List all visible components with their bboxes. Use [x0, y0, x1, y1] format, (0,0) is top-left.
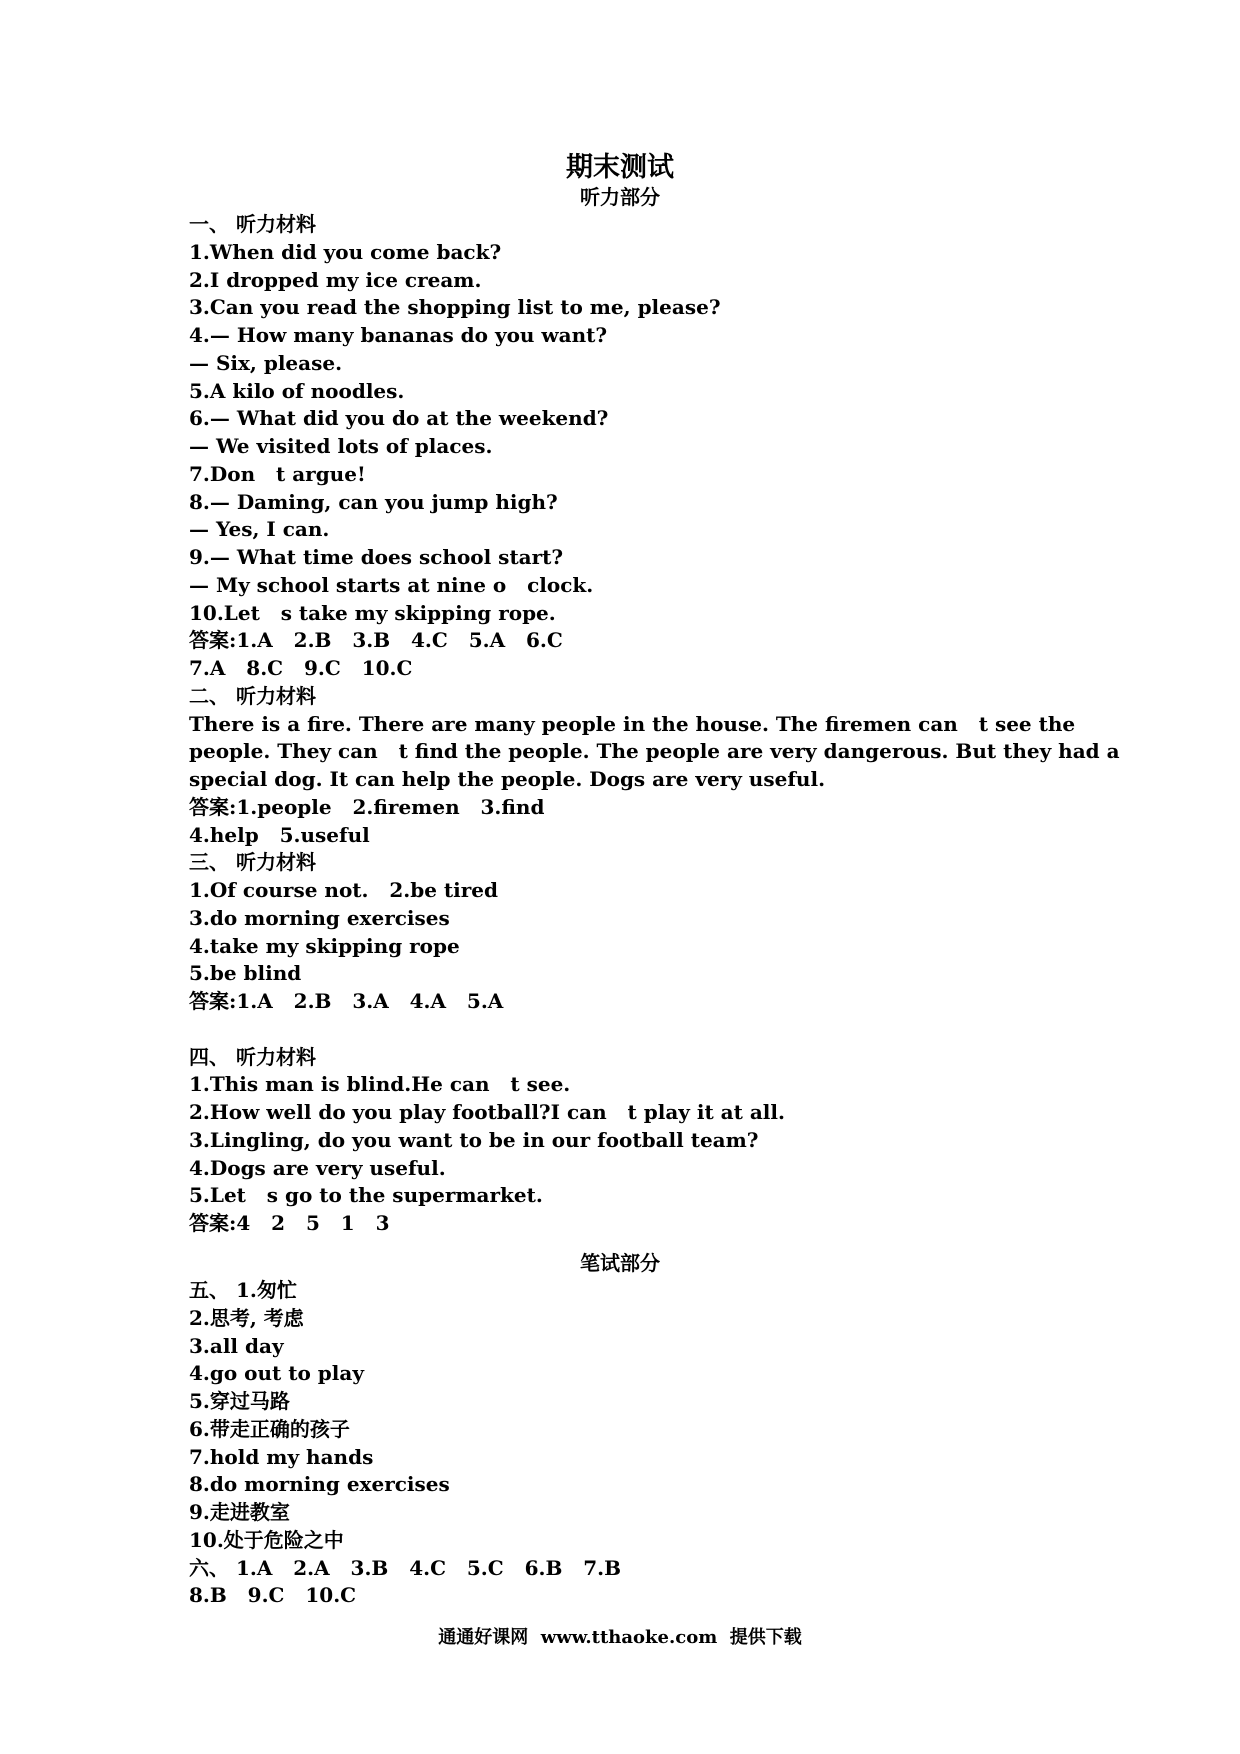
answer-line: 8.B 9.C 10.C [189, 1583, 357, 1608]
answer-line: 答案:1.people 2.firemen 3.find [189, 794, 545, 819]
answer-line: 7.hold my hands [189, 1444, 374, 1469]
answer-line: 7.A 8.C 9.C 10.C [189, 656, 413, 680]
text-line: 10.Let s take my skipping rope. [189, 600, 556, 625]
answer-line: 10.处于危险之中 [189, 1527, 344, 1552]
answer-content [189, 211, 1120, 1238]
writing-content [189, 1277, 1089, 1610]
text-line: 3.Can you read the shopping list to me, please? [189, 295, 721, 320]
section-1 [189, 211, 1089, 683]
answer-line: 4.go out to play [189, 1361, 364, 1386]
section-4 [189, 1044, 1089, 1238]
text-line: people. They can t find the people. The people are very dangerous. But they had a [189, 739, 1120, 764]
text-line: 3.do morning exercises [189, 905, 450, 930]
answer-line: 6.带走正确的孩子 [189, 1416, 350, 1441]
section-heading: 三、 听力材料 [189, 850, 316, 875]
text-line: — Yes, I can. [189, 517, 330, 542]
section-2 [189, 683, 1120, 850]
section-heading: 一、 听力材料 [189, 212, 316, 236]
answer-line: 9.走进教室 [189, 1500, 290, 1524]
answer-line: 六、 1.A 2.A 3.B 4.C 5.C 6.B 7.B [189, 1555, 622, 1580]
blank-line [189, 1016, 1089, 1044]
answer-line: 答案:1.A 2.B 3.A 4.A 5.A [189, 989, 504, 1013]
answer-line: 2.思考, 考虑 [189, 1305, 304, 1330]
listening-heading: 听力部分 [580, 185, 660, 209]
text-line: 4.Dogs are very useful. [189, 1155, 446, 1180]
section-3 [189, 849, 1089, 1016]
answer-line: 5.穿过马路 [189, 1389, 290, 1413]
answer-line: 3.all day [189, 1333, 284, 1358]
writing-heading: 笔试部分 [580, 1251, 660, 1275]
text-line: — Six, please. [189, 350, 343, 375]
text-line: 3.Lingling, do you want to be in our football team? [189, 1127, 759, 1152]
text-line: 1.Of course not. 2.be tired [189, 878, 499, 902]
text-line: — We visited lots of places. [189, 434, 493, 458]
answer-line: 五、 1.匆忙 [189, 1278, 297, 1302]
text-line: special dog. It can help the people. Dogs are very useful. [189, 767, 826, 791]
page-title: 期末测试 [566, 152, 674, 183]
text-line: There is a fire. There are many people in the house. The firemen can t see the [189, 711, 1076, 736]
section-6 [189, 1555, 1089, 1611]
text-line: 5.A kilo of noodles. [189, 378, 405, 403]
text-line: 2.How well do you play football?I can t play it at all. [189, 1100, 785, 1124]
answer-line: 答案:4 2 5 1 3 [189, 1211, 390, 1235]
text-line: 2.I dropped my ice cream. [189, 267, 482, 292]
answer-line: 4.help 5.useful [189, 822, 370, 847]
text-line: 1.When did you come back? [189, 239, 502, 264]
text-line: 5.be blind [189, 961, 302, 986]
section-5 [189, 1277, 1089, 1555]
text-line: 5.Let s go to the supermarket. [189, 1183, 543, 1208]
text-line: 8.— Daming, can you jump high? [189, 489, 558, 514]
text-line: 9.— What time does school start? [189, 545, 564, 569]
text-line: 1.This man is blind.He can t see. [189, 1072, 571, 1097]
section-heading: 四、 听力材料 [189, 1044, 316, 1069]
answer-line: 8.do morning exercises [189, 1472, 450, 1497]
answer-line: 答案:1.A 2.B 3.B 4.C 5.A 6.C [189, 628, 563, 653]
section-heading: 二、 听力材料 [189, 683, 316, 708]
text-line: — My school starts at nine o clock. [189, 572, 594, 597]
text-line: 4.take my skipping rope [189, 933, 460, 958]
footer-watermark: 通通好课网 www.tthaoke.com 提供下载 [438, 1627, 802, 1648]
text-line: 4.— How many bananas do you want? [189, 323, 608, 347]
text-line: 6.— What did you do at the weekend? [189, 406, 609, 431]
text-line: 7.Don t argue! [189, 461, 366, 486]
